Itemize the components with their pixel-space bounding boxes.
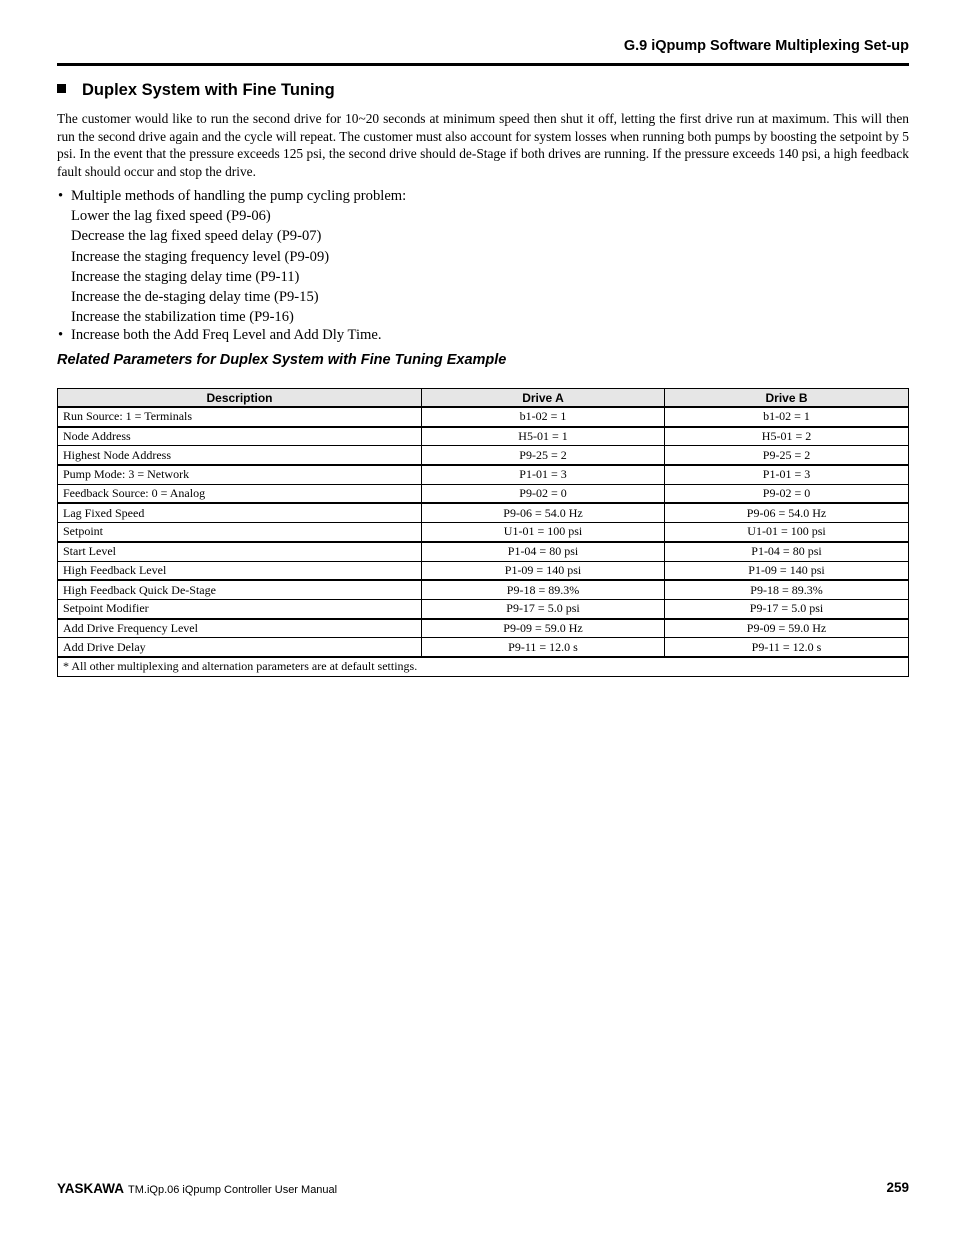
- cell-description: Add Drive Delay: [58, 638, 422, 657]
- page-footer: [57, 1180, 909, 1200]
- parameters-table: [57, 388, 909, 677]
- table-row: [58, 427, 909, 446]
- square-bullet-icon: [57, 84, 66, 93]
- cell-drive-b: H5-01 = 2: [665, 427, 909, 446]
- table-row: [58, 523, 909, 542]
- table-row: [58, 446, 909, 465]
- cell-description: Highest Node Address: [58, 446, 422, 465]
- table-row: [58, 407, 909, 427]
- method-item: Increase the de-staging delay time (P9-15): [71, 289, 319, 306]
- cell-drive-b: P9-17 = 5.0 psi: [665, 599, 909, 618]
- cell-drive-b: P1-04 = 80 psi: [665, 542, 909, 561]
- cell-drive-a: U1-01 = 100 psi: [422, 523, 665, 542]
- bullet-item: [57, 186, 406, 206]
- table-row: [58, 638, 909, 657]
- cell-drive-a: P1-01 = 3: [422, 465, 665, 484]
- cell-drive-b: P9-25 = 2: [665, 446, 909, 465]
- method-item: Increase the staging delay time (P9-11): [71, 268, 300, 285]
- cell-drive-a: P9-18 = 89.3%: [422, 580, 665, 599]
- section-heading-text: Duplex System with Fine Tuning: [82, 81, 335, 99]
- cell-drive-b: P9-02 = 0: [665, 484, 909, 503]
- cell-drive-b: P9-18 = 89.3%: [665, 580, 909, 599]
- cell-description: Start Level: [58, 542, 422, 561]
- table-footnote-row: [58, 657, 909, 676]
- cell-drive-a: P9-17 = 5.0 psi: [422, 599, 665, 618]
- bullet-list: [57, 186, 406, 346]
- table-row: [58, 484, 909, 503]
- footer-manual-title: TM.iQp.06 iQpump Controller User Manual: [128, 1184, 338, 1196]
- cell-drive-a: b1-02 = 1: [422, 407, 665, 427]
- table-title: Related Parameters for Duplex System with Fine Tuning Example: [57, 352, 507, 368]
- method-item: Increase the staging frequency level (P9-09): [71, 248, 330, 265]
- cell-drive-a: P9-02 = 0: [422, 484, 665, 503]
- table-row: [58, 580, 909, 599]
- cell-description: Add Drive Frequency Level: [58, 619, 422, 638]
- cell-description: High Feedback Level: [58, 561, 422, 580]
- method-item: Decrease the lag fixed speed delay (P9-07): [71, 228, 322, 245]
- cell-drive-a: P9-09 = 59.0 Hz: [422, 619, 665, 638]
- table-row: [58, 542, 909, 561]
- bullet-dot-icon: •: [58, 327, 64, 344]
- footer-brand: YASKAWA: [57, 1181, 125, 1196]
- table-row: [58, 619, 909, 638]
- cell-drive-a: P9-06 = 54.0 Hz: [422, 503, 665, 522]
- cell-description: Setpoint: [58, 523, 422, 542]
- method-item: Increase the stabilization time (P9-16): [71, 309, 294, 326]
- cell-description: Lag Fixed Speed: [58, 503, 422, 522]
- cell-drive-b: P1-01 = 3: [665, 465, 909, 484]
- cell-drive-b: P9-09 = 59.0 Hz: [665, 619, 909, 638]
- table-row: [58, 503, 909, 522]
- page-number: 259: [886, 1180, 909, 1195]
- cell-drive-a: P1-09 = 140 psi: [422, 561, 665, 580]
- cell-description: Pump Mode: 3 = Network: [58, 465, 422, 484]
- table-header-row: [58, 389, 909, 408]
- cell-drive-b: P9-11 = 12.0 s: [665, 638, 909, 657]
- cell-description: High Feedback Quick De-Stage: [58, 580, 422, 599]
- cell-description: Feedback Source: 0 = Analog: [58, 484, 422, 503]
- cell-drive-b: U1-01 = 100 psi: [665, 523, 909, 542]
- bullet-text: Multiple methods of handling the pump cycling problem:: [71, 188, 407, 204]
- cell-drive-a: P9-25 = 2: [422, 446, 665, 465]
- bullet-item: [57, 325, 406, 345]
- intro-paragraph: The customer would like to run the second drive for 10~20 seconds at minimum speed then shut it off, letting the first drive run at maximum. This will then run the second drive again and the cycle will repeat. The customer must also account for system losses when running both pumps by boosting the setpoint by 5 psi. In the event that the pressure exceeds 125 psi, the second drive should de-Stage if both drives are running. If the pressure exceeds 140 psi, a high feedback fault should occur and stop the drive.: [57, 111, 909, 179]
- bullet-text: Increase both the Add Freq Level and Add Dly Time.: [71, 327, 382, 344]
- section-heading: [57, 81, 335, 100]
- cell-description: Setpoint Modifier: [58, 599, 422, 618]
- table-row: [58, 599, 909, 618]
- table-footnote: * All other multiplexing and alternation parameters are at default settings.: [58, 657, 909, 676]
- table-row: [58, 561, 909, 580]
- page-header: [57, 37, 909, 66]
- column-header-drive-b: Drive B: [665, 389, 909, 408]
- table-row: [58, 465, 909, 484]
- cell-description: Node Address: [58, 427, 422, 446]
- column-header-description: Description: [58, 389, 422, 408]
- cell-description: Run Source: 1 = Terminals: [58, 407, 422, 427]
- header-section-title: G.9 iQpump Software Multiplexing Set-up: [623, 38, 909, 54]
- cell-drive-b: b1-02 = 1: [665, 407, 909, 427]
- cell-drive-b: P1-09 = 140 psi: [665, 561, 909, 580]
- column-header-drive-a: Drive A: [422, 389, 665, 408]
- cell-drive-a: P9-11 = 12.0 s: [422, 638, 665, 657]
- method-item: Lower the lag fixed speed (P9-06): [71, 208, 271, 225]
- bullet-dot-icon: •: [58, 188, 64, 204]
- cell-drive-b: P9-06 = 54.0 Hz: [665, 503, 909, 522]
- cell-drive-a: P1-04 = 80 psi: [422, 542, 665, 561]
- cell-drive-a: H5-01 = 1: [422, 427, 665, 446]
